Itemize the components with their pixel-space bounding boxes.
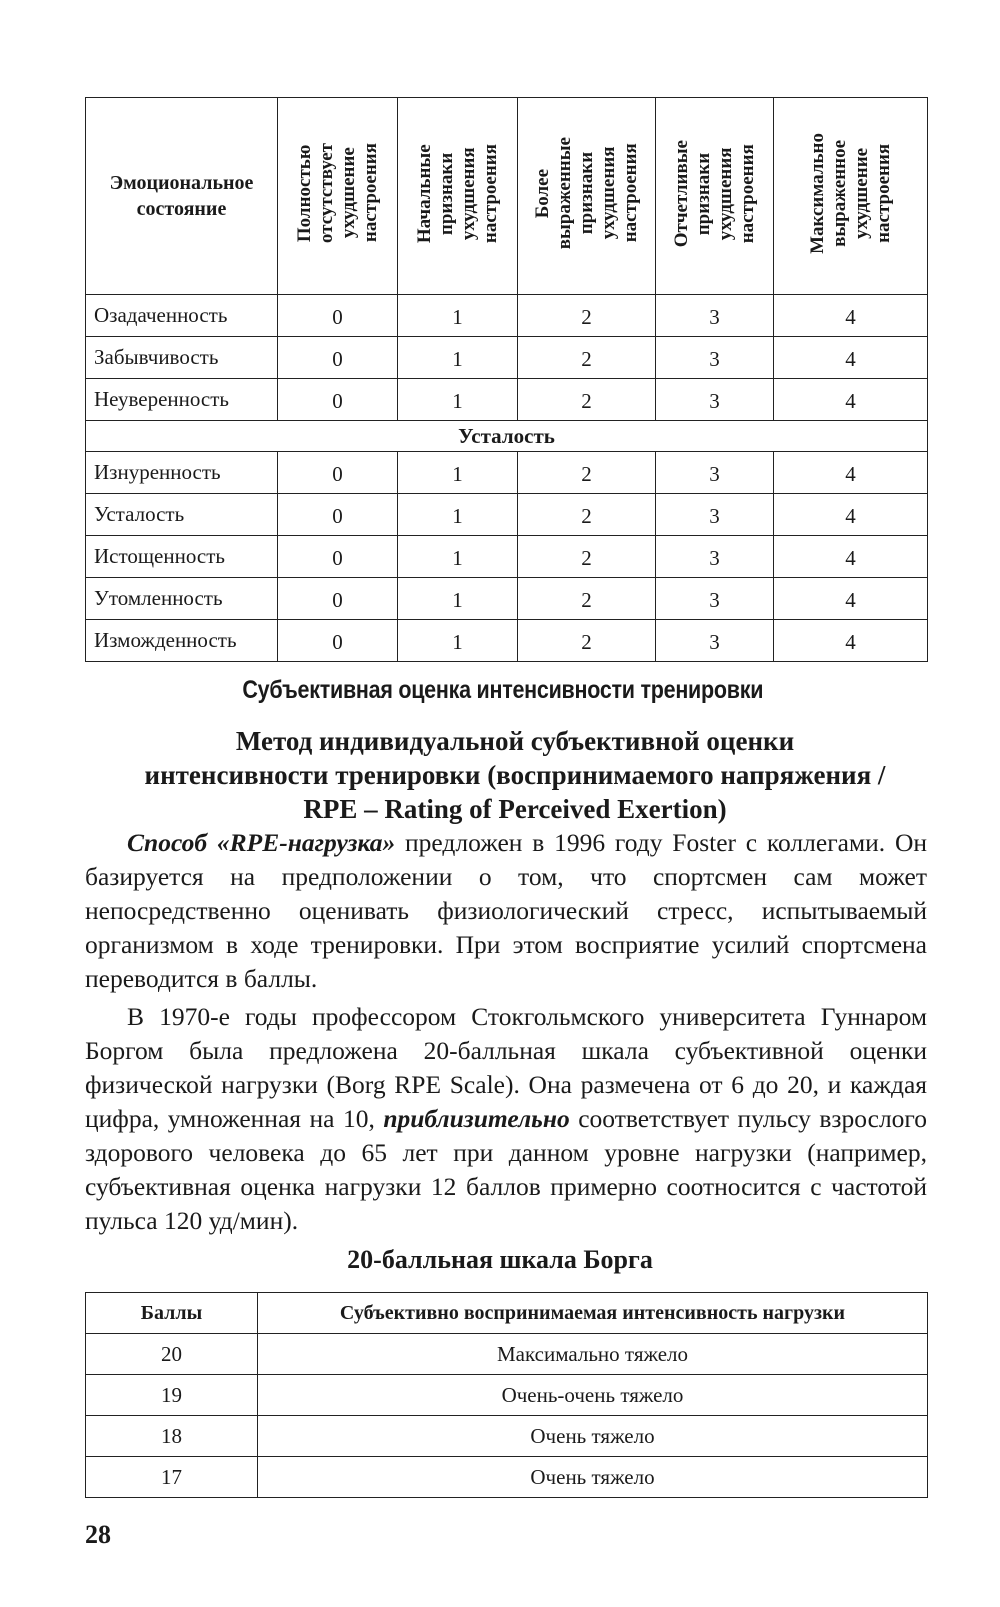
- cell-value: 3: [656, 295, 774, 337]
- cell-value: 0: [278, 295, 398, 337]
- table-header-row: [86, 1293, 928, 1334]
- cell-value: 2: [518, 578, 656, 620]
- cell-value: 3: [656, 379, 774, 421]
- table-row: [86, 1457, 928, 1498]
- cell-value: 2: [518, 452, 656, 494]
- method-heading: [90, 724, 940, 826]
- cell-value: 4: [774, 452, 928, 494]
- desc-cell: Очень тяжело: [258, 1416, 928, 1457]
- cell-value: 1: [398, 620, 518, 662]
- row-label: Озадаченность: [86, 295, 278, 337]
- cell-value: 3: [656, 494, 774, 536]
- desc-cell: Очень-очень тяжело: [258, 1375, 928, 1416]
- corner-header: Эмоциональное состояние: [86, 98, 278, 295]
- points-cell: 20: [86, 1334, 258, 1375]
- row-label: Изнуренность: [86, 452, 278, 494]
- cell-value: 0: [278, 379, 398, 421]
- points-cell: 17: [86, 1457, 258, 1498]
- cell-value: 0: [278, 620, 398, 662]
- cell-value: 4: [774, 494, 928, 536]
- row-label: Истощенность: [86, 536, 278, 578]
- cell-value: 2: [518, 536, 656, 578]
- page-number: 28: [85, 1520, 111, 1549]
- table-row: [86, 494, 928, 536]
- row-label: Неуверенность: [86, 379, 278, 421]
- column-header: Начальные признаки ухудшения настроения: [398, 98, 518, 295]
- cell-value: 4: [774, 620, 928, 662]
- cell-value: 1: [398, 452, 518, 494]
- desc-cell: Максимально тяжело: [258, 1334, 928, 1375]
- cell-value: 3: [656, 620, 774, 662]
- cell-value: 3: [656, 337, 774, 379]
- row-label: Изможденность: [86, 620, 278, 662]
- emotional-state-table: [85, 97, 928, 662]
- section-heading: Субъективная оценка интенсивности тренировки: [242, 676, 764, 704]
- method-heading-line: RPE – Rating of Perceived Exertion): [303, 794, 727, 824]
- cell-value: 2: [518, 620, 656, 662]
- table-row: [86, 337, 928, 379]
- method-heading-line: интенсивности тренировки (воспринимаемого напряжения /: [144, 760, 886, 790]
- column-header: Баллы: [86, 1293, 258, 1334]
- paragraph-rpe: [85, 826, 927, 996]
- method-heading-line: Метод индивидуальной субъективной оценки: [235, 726, 795, 756]
- points-cell: 19: [86, 1375, 258, 1416]
- table-row: [86, 452, 928, 494]
- emphasis-term: приблизительно: [383, 1104, 570, 1133]
- cell-value: 0: [278, 494, 398, 536]
- emphasis-term: Способ «RPE-нагрузка»: [127, 828, 396, 857]
- cell-value: 2: [518, 295, 656, 337]
- cell-value: 0: [278, 337, 398, 379]
- row-label: Утомленность: [86, 578, 278, 620]
- table-row: [86, 1375, 928, 1416]
- desc-cell: Очень тяжело: [258, 1457, 928, 1498]
- column-header: Отчетливые признаки ухудшения настроения: [656, 98, 774, 295]
- cell-value: 4: [774, 578, 928, 620]
- cell-value: 1: [398, 578, 518, 620]
- column-header: Полностью отсутствует ухудшение настроения: [278, 98, 398, 295]
- cell-value: 1: [398, 337, 518, 379]
- table-row: [86, 1416, 928, 1457]
- cell-value: 0: [278, 452, 398, 494]
- table-row: [86, 379, 928, 421]
- column-header: Субъективно воспринимаемая интенсивность нагрузки: [258, 1293, 928, 1334]
- cell-value: 0: [278, 536, 398, 578]
- cell-value: 1: [398, 536, 518, 578]
- column-header: Максимально выраженное ухудшение настроения: [774, 98, 928, 295]
- cell-value: 1: [398, 295, 518, 337]
- section-row: [86, 421, 928, 452]
- row-label: Забывчивость: [86, 337, 278, 379]
- table-row: [86, 536, 928, 578]
- cell-value: 4: [774, 379, 928, 421]
- borg-scale-table: [85, 1292, 928, 1498]
- cell-value: 1: [398, 379, 518, 421]
- cell-value: 2: [518, 379, 656, 421]
- table-row: [86, 295, 928, 337]
- section-label: Усталость: [86, 421, 928, 452]
- cell-value: 2: [518, 494, 656, 536]
- row-label: Усталость: [86, 494, 278, 536]
- points-cell: 18: [86, 1416, 258, 1457]
- cell-value: 3: [656, 536, 774, 578]
- cell-value: 2: [518, 337, 656, 379]
- cell-value: 3: [656, 578, 774, 620]
- borg-table-title: 20-балльная шкала Борга: [347, 1245, 653, 1274]
- table-header-row: [86, 98, 928, 295]
- cell-value: 4: [774, 295, 928, 337]
- cell-value: 4: [774, 536, 928, 578]
- paragraph-text: предложен в 1996 году Foster с коллегами. Он базируется на предположении о том, что спортсмен сам может непосредственно оценивать физиологический стресс, испытываемый организмом в ходе тренировки. При этом восприятие усилий спортсмена переводится в баллы.: [85, 828, 928, 993]
- paragraph-text: соответствует пульсу взрослого здорового человека до 65 лет при данном уровне нагрузки (например, субъективная оценка нагрузки 12 баллов примерно соотносится с частотой пульса 120 уд/мин).: [85, 1104, 927, 1235]
- cell-value: 1: [398, 494, 518, 536]
- cell-value: 4: [774, 337, 928, 379]
- column-header: Более выраженные признаки ухудшения настроения: [518, 98, 656, 295]
- cell-value: 0: [278, 578, 398, 620]
- cell-value: 3: [656, 452, 774, 494]
- paragraph-borg: [85, 1000, 927, 1238]
- paragraph-text: В 1970-е годы профессором Стокгольмского университета Гуннаром Боргом была предложена 20-балльная шкала субъективной оценки физической нагрузки (Borg RPE Scale). Она размечена от 6 до 20, и каждая цифра, умноженная на 10,: [85, 1002, 927, 1133]
- table-row: [86, 620, 928, 662]
- table-row: [86, 578, 928, 620]
- table-row: [86, 1334, 928, 1375]
